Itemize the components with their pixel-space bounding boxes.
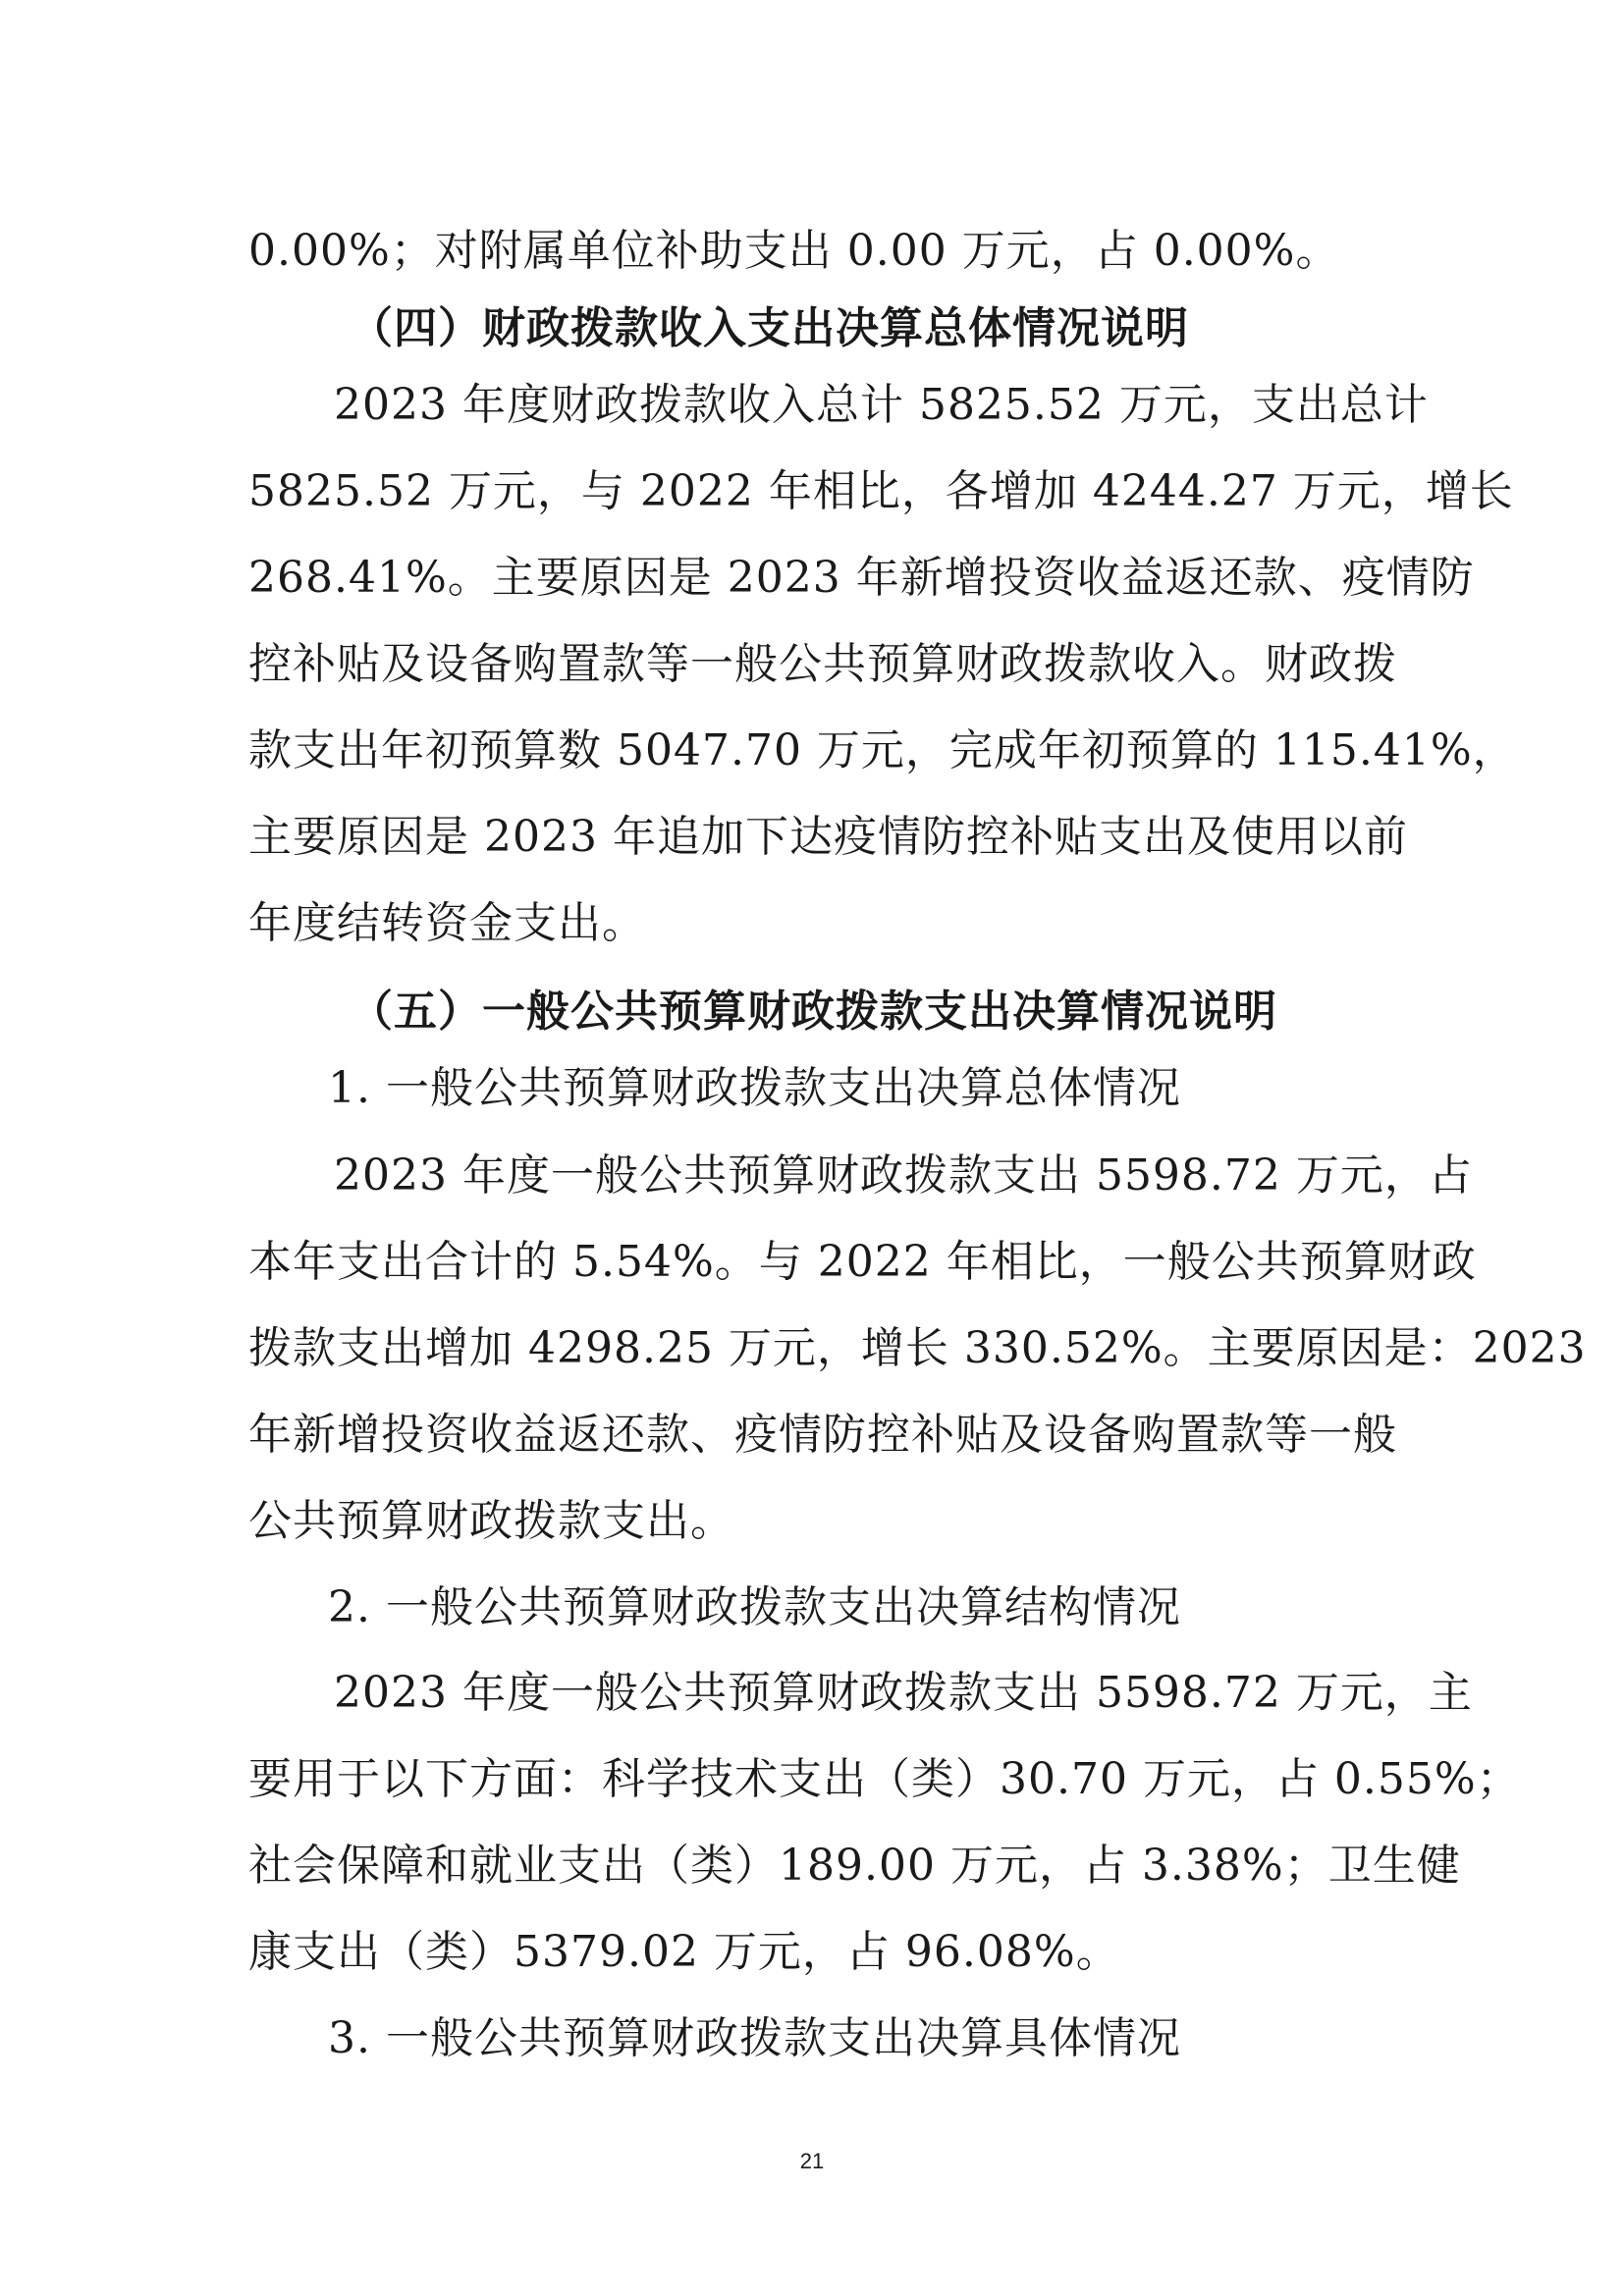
body-line: 268.41%。主要原因是 2023 年新增投资收益返还款、疫情防	[248, 553, 1475, 603]
body-line: 2023 年度财政拨款收入总计 5825.52 万元，支出总计	[334, 380, 1429, 430]
body-line: 要用于以下方面：科学技术支出（类）30.70 万元，占 0.55%；	[248, 1754, 1521, 1804]
body-line: 拨款支出增加 4298.25 万元，增长 330.52%。主要原因是：2023	[248, 1323, 1587, 1373]
body-line: 年度结转资金支出。	[248, 898, 646, 948]
body-line: 主要原因是 2023 年追加下达疫情防控补贴支出及使用以前	[248, 812, 1408, 862]
body-line: 社会保障和就业支出（类）189.00 万元，占 3.38%；卫生健	[248, 1841, 1461, 1891]
page-number: 21	[799, 2149, 825, 2173]
body-line: 康支出（类）5379.02 万元，占 96.08%。	[248, 1927, 1120, 1977]
subsection-heading: 2. 一般公共预算财政拨款支出决算结构情况	[328, 1582, 1181, 1632]
body-line: 公共预算财政拨款支出。	[248, 1496, 734, 1546]
body-line: 控补贴及设备购置款等一般公共预算财政拨款收入。财政拨	[248, 639, 1397, 689]
section-heading-4: （四）财政拨款收入支出决算总体情况说明	[350, 303, 1189, 353]
subsection-heading: 3. 一般公共预算财政拨款支出决算具体情况	[328, 2013, 1181, 2063]
section-heading-5: （五）一般公共预算财政拨款支出决算情况说明	[350, 987, 1277, 1037]
body-line: 5825.52 万元，与 2022 年相比，各增加 4244.27 万元，增长	[248, 466, 1514, 516]
body-line: 本年支出合计的 5.54%。与 2022 年相比，一般公共预算财政	[248, 1237, 1477, 1287]
body-line: 2023 年度一般公共预算财政拨款支出 5598.72 万元，主	[334, 1668, 1473, 1718]
body-line: 2023 年度一般公共预算财政拨款支出 5598.72 万元，占	[334, 1150, 1473, 1201]
body-line: 款支出年初预算数 5047.70 万元，完成年初预算的 115.41%，	[248, 725, 1517, 775]
body-line: 0.00%；对附属单位补助支出 0.00 万元，占 0.00%。	[248, 226, 1340, 276]
body-line: 年新增投资收益返还款、疫情防控补贴及设备购置款等一般	[248, 1410, 1397, 1460]
subsection-heading: 1. 一般公共预算财政拨款支出决算总体情况	[328, 1063, 1181, 1113]
